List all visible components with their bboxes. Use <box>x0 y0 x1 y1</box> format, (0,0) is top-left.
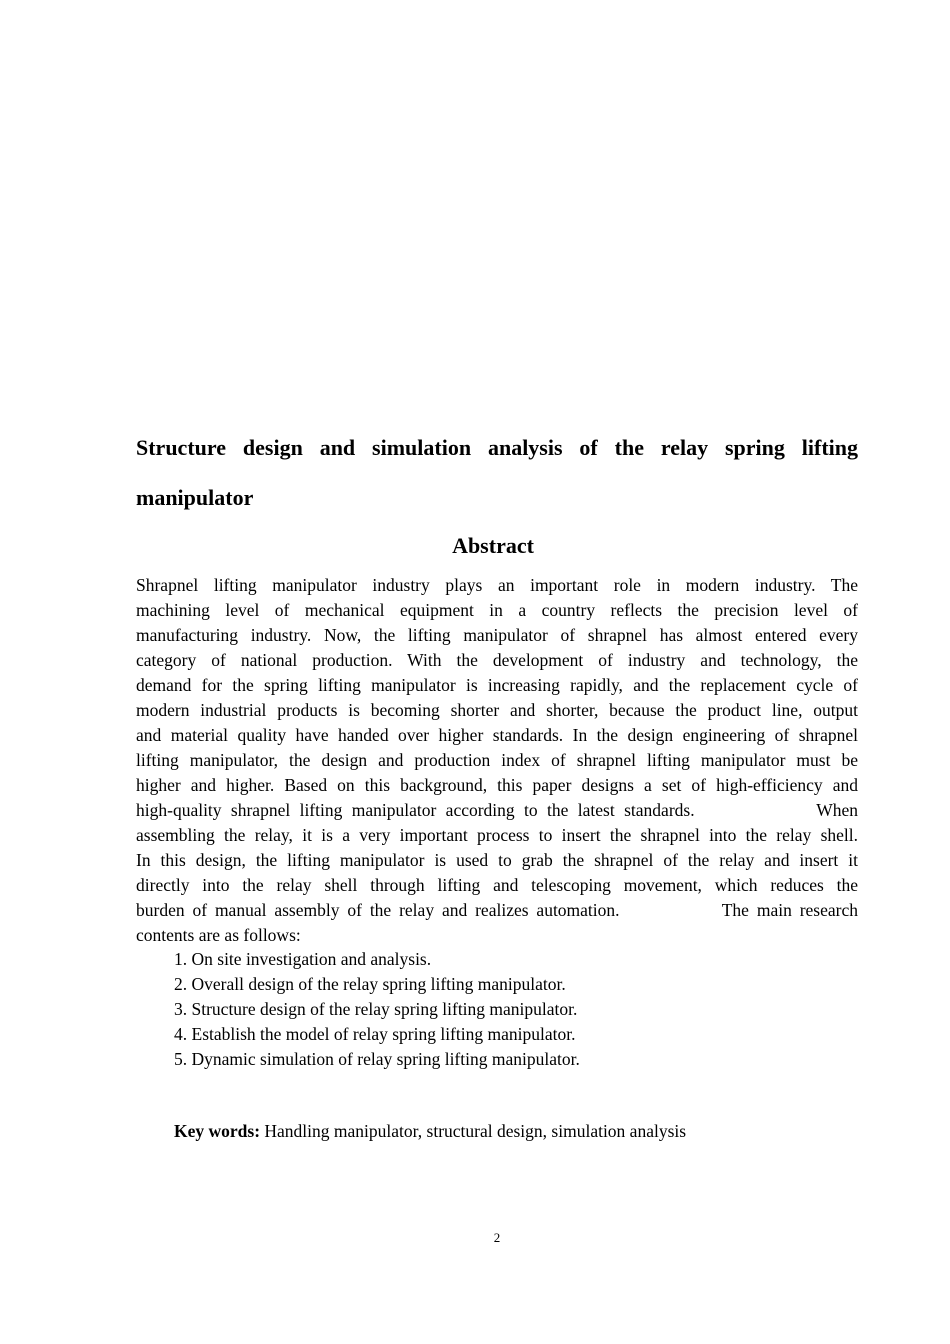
list-item: 5. Dynamic simulation of relay spring lifting manipulator. <box>174 1049 580 1069</box>
abstract-line: lifting manipulator, the design and production index of shrapnel lifting manipulator must be <box>136 750 858 770</box>
abstract-body <box>136 573 858 948</box>
keywords <box>174 1121 686 1142</box>
abstract-heading: Abstract <box>452 533 534 558</box>
abstract-line: modern industrial products is becoming shorter and shorter, because the product line, output <box>136 700 858 720</box>
list-item: 3. Structure design of the relay spring lifting manipulator. <box>174 999 578 1019</box>
abstract-line: manufacturing industry. Now, the lifting manipulator of shrapnel has almost entered every <box>136 625 858 645</box>
list-item: 2. Overall design of the relay spring lifting manipulator. <box>174 974 566 994</box>
page-number: 2 <box>493 1230 501 1245</box>
abstract-line: and material quality have handed over higher standards. In the design engineering of shrapnel <box>136 725 858 745</box>
abstract-line: higher and higher. Based on this background, this paper designs a set of high-efficiency and <box>136 775 858 795</box>
abstract-line: directly into the relay shell through lifting and telescoping movement, which reduces the <box>136 875 858 895</box>
list-item: 1. On site investigation and analysis. <box>174 949 432 969</box>
keywords-value: Handling manipulator, structural design, simulation analysis <box>260 1121 687 1141</box>
title-line-1: Structure design and simulation analysis of the relay spring lifting <box>136 435 858 460</box>
abstract-line: contents are as follows: <box>136 925 301 945</box>
keywords-label: Key words: <box>174 1121 261 1141</box>
abstract-line: machining level of mechanical equipment in a country reflects the precision level of <box>136 600 858 620</box>
abstract-line: burden of manual assembly of the relay and realizes automation. The main research <box>136 900 858 920</box>
abstract-line: category of national production. With the development of industry and technology, the <box>136 650 858 670</box>
list-item: 4. Establish the model of relay spring lifting manipulator. <box>174 1024 576 1044</box>
abstract-line: high-quality shrapnel lifting manipulator according to the latest standards. When <box>136 800 858 820</box>
abstract-line: In this design, the lifting manipulator is used to grab the shrapnel of the relay and insert it <box>136 850 858 870</box>
abstract-line: Shrapnel lifting manipulator industry plays an important role in modern industry. The <box>136 575 858 595</box>
title-line-2: manipulator <box>136 485 254 510</box>
contents-list <box>174 947 580 1072</box>
abstract-line: assembling the relay, it is a very important process to insert the shrapnel into the relay shell. <box>136 825 858 845</box>
abstract-line: demand for the spring lifting manipulator is increasing rapidly, and the replacement cycle of <box>136 675 858 695</box>
paper-title <box>136 423 858 523</box>
